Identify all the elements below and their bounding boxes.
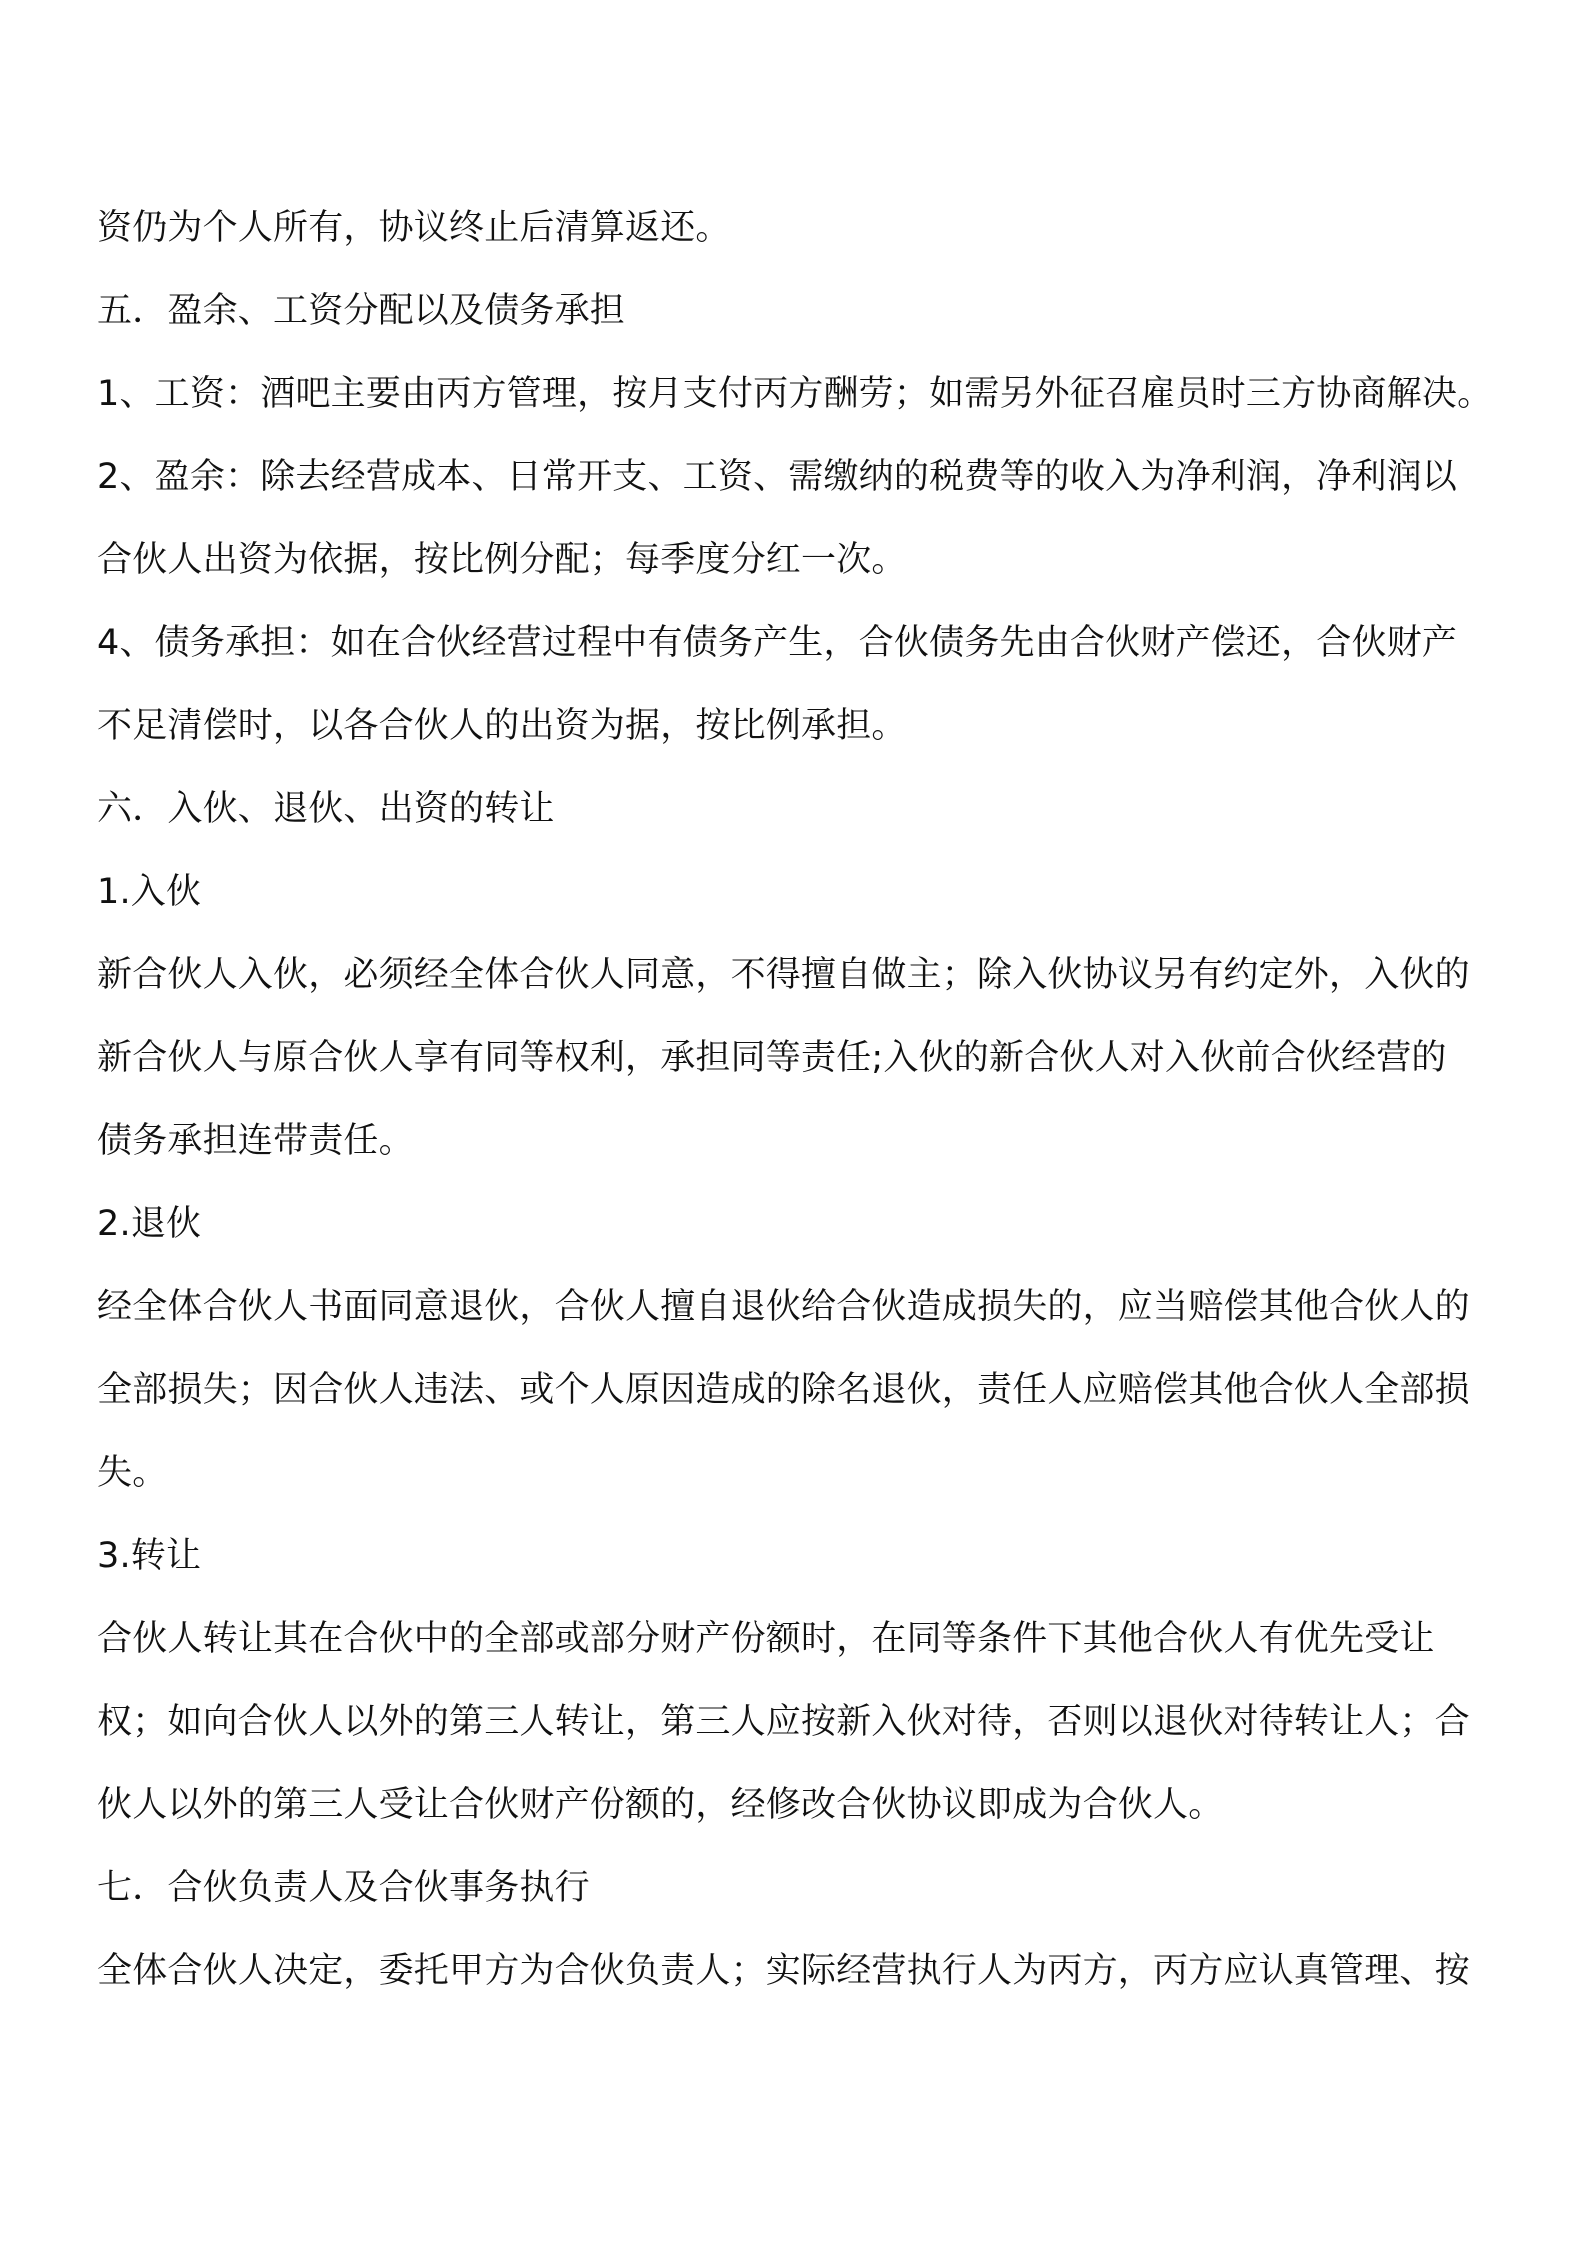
- text-line: 全部损失；因合伙人违法、或个人原因造成的除名退伙，责任人应赔偿其他合伙人全部损: [97, 1370, 1470, 1410]
- text-line: 经全体合伙人书面同意退伙，合伙人擅自退伙给合伙造成损失的，应当赔偿其他合伙人的: [97, 1287, 1470, 1327]
- text-line: 失。: [97, 1453, 168, 1493]
- text-line: 合伙人转让其在合伙中的全部或部分财产份额时，在同等条件下其他合伙人有优先受让: [97, 1619, 1435, 1659]
- text-line: 伙人以外的第三人受让合伙财产份额的，经修改合伙协议即成为合伙人。: [97, 1785, 1224, 1825]
- text-line: 全体合伙人决定，委托甲方为合伙负责人；实际经营执行人为丙方，丙方应认真管理、按: [97, 1951, 1470, 1991]
- text-line: 2、盈余：除去经营成本、日常开支、工资、需缴纳的税费等的收入为净利润，净利润以: [97, 457, 1458, 497]
- text-line: 新合伙人入伙，必须经全体合伙人同意，不得擅自做主；除入伙协议另有约定外，入伙的: [97, 955, 1470, 995]
- subsection-heading: 3.转让: [97, 1536, 202, 1576]
- text-line: 新合伙人与原合伙人享有同等权利，承担同等责任;入伙的新合伙人对入伙前合伙经营的: [97, 1038, 1447, 1078]
- text-line: 资仍为个人所有，协议终止后清算返还。: [97, 208, 731, 248]
- text-line: 权；如向合伙人以外的第三人转让，第三人应按新入伙对待，否则以退伙对待转让人；合: [97, 1702, 1470, 1742]
- text-line: 1、工资：酒吧主要由丙方管理，按月支付丙方酬劳；如需另外征召雇员时三方协商解决。: [97, 374, 1493, 414]
- section-heading: 七．合伙负责人及合伙事务执行: [97, 1868, 590, 1908]
- text-line: 4、债务承担：如在合伙经营过程中有债务产生，合伙债务先由合伙财产偿还，合伙财产: [97, 623, 1458, 663]
- text-line: 不足清偿时，以各合伙人的出资为据，按比例承担。: [97, 706, 907, 746]
- subsection-heading: 1.入伙: [97, 872, 202, 912]
- section-heading: 五．盈余、工资分配以及债务承担: [97, 291, 626, 331]
- subsection-heading: 2.退伙: [97, 1204, 202, 1244]
- section-heading: 六．入伙、退伙、出资的转让: [97, 789, 555, 829]
- text-line: 债务承担连带责任。: [97, 1121, 414, 1161]
- text-line: 合伙人出资为依据，按比例分配；每季度分红一次。: [97, 540, 907, 580]
